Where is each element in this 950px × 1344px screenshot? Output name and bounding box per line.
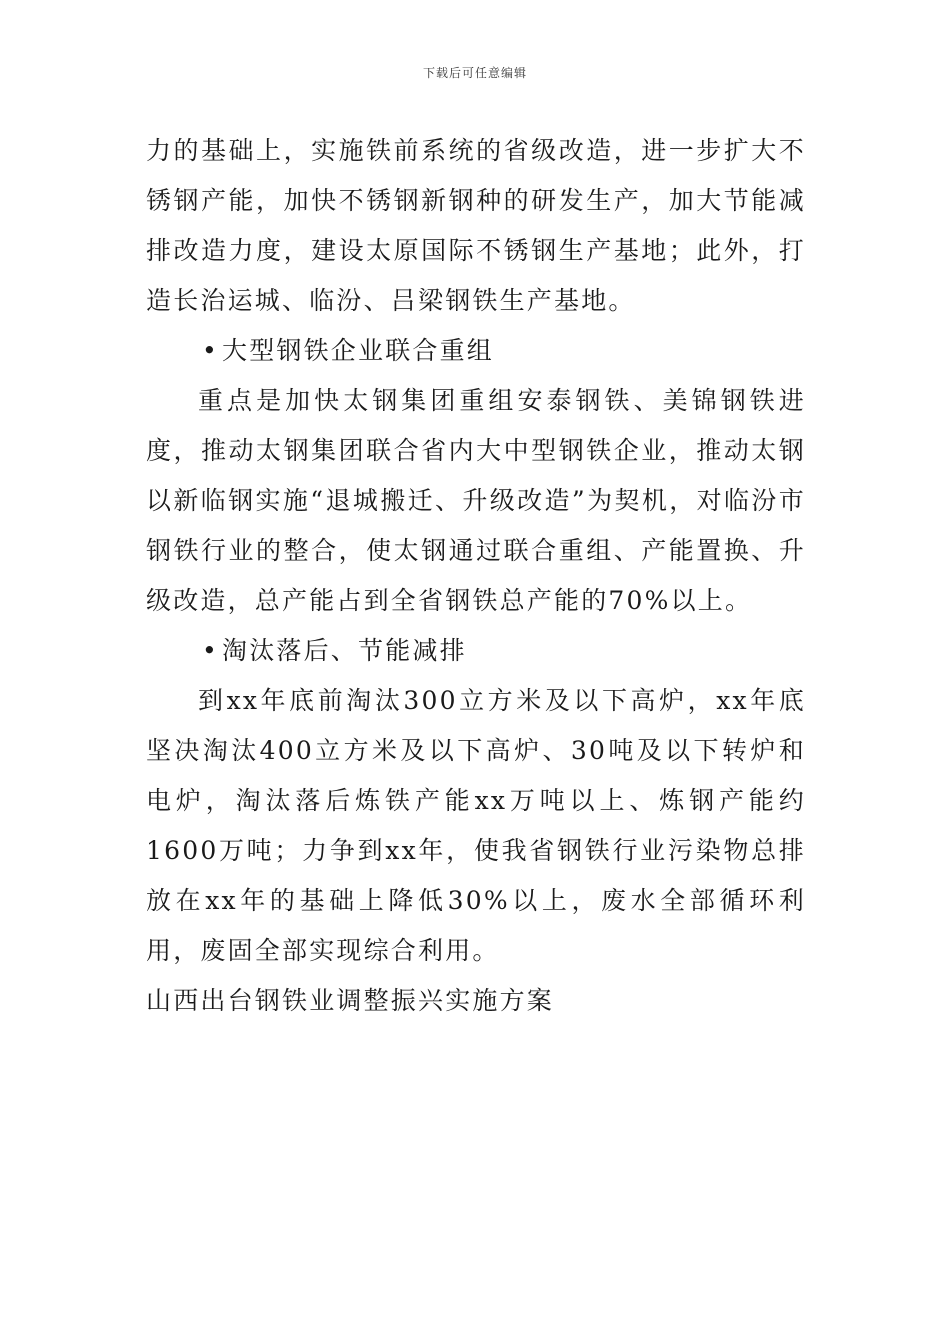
- bullet-dot-icon: •: [202, 636, 219, 665]
- bullet-heading-elimination: [146, 626, 806, 676]
- closing-title: 山西出台钢铁业调整振兴实施方案: [146, 986, 555, 1015]
- page-header: 下载后可任意编辑: [422, 66, 527, 80]
- bullet-heading-text: 大型钢铁企业联合重组: [222, 336, 495, 365]
- bullet-heading-restructuring: [146, 326, 806, 376]
- paragraph-elimination: 到xx年底前淘汰300立方米及以下高炉，xx年底坚决淘汰400立方米及以下高炉、30吨及以下转炉和电炉，淘汰落后炼铁产能xx万吨以上、炼钢产能约1600万吨；力争到xx年，使我省钢铁行业污染物总排放在xx年的基础上降低30%以上，废水全部循环利用，废固全部实现综合利用。: [146, 686, 806, 965]
- bullet-dot-icon: •: [202, 336, 219, 365]
- paragraph-continuation: 力的基础上，实施铁前系统的省级改造，进一步扩大不锈钢产能，加快不锈钢新钢种的研发生产，加大节能减排改造力度，建设太原国际不锈钢生产基地；此外，打造长治运城、临汾、吕梁钢铁生产基地。: [146, 136, 806, 315]
- paragraph-restructuring: 重点是加快太钢集团重组安泰钢铁、美锦钢铁进度，推动太钢集团联合省内大中型钢铁企业，推动太钢以新临钢实施“退城搬迁、升级改造”为契机，对临汾市钢铁行业的整合，使太钢通过联合重组、产能置换、升级改造，总产能占到全省钢铁总产能的70%以上。: [146, 386, 806, 615]
- document-body: [146, 126, 806, 1026]
- bullet-heading-text: 淘汰落后、节能减排: [222, 636, 467, 665]
